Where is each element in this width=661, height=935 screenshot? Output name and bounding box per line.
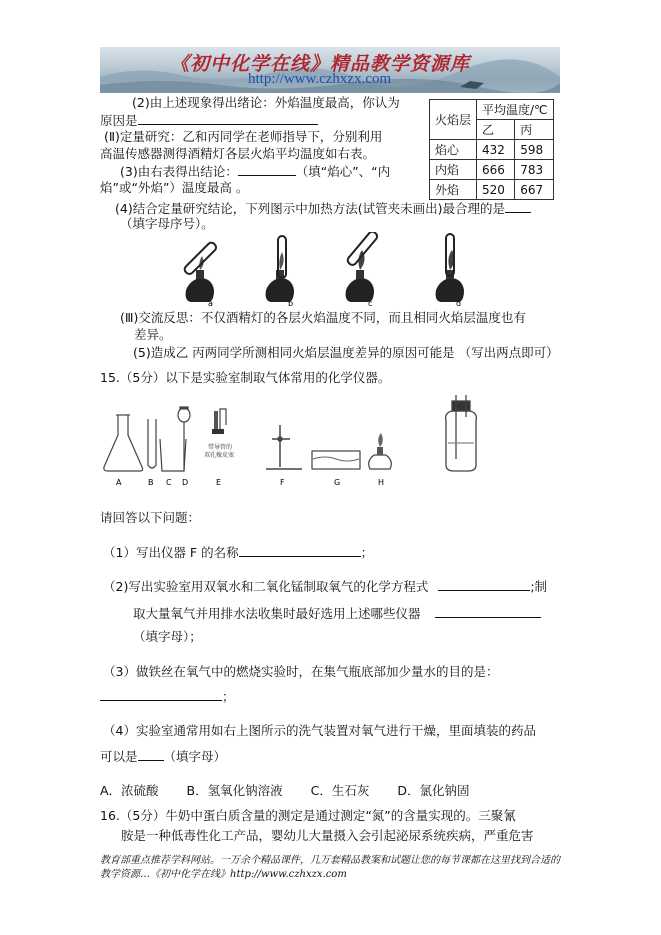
- table-cell-bing: 667: [515, 180, 553, 200]
- q14-line-3-c: 焰”或“外焰”）温度最高 。: [100, 180, 249, 195]
- q15-q1-end: ；: [360, 545, 374, 560]
- q15-q2-end: ;制: [530, 579, 548, 594]
- q15-q4-a: （4）实验室通常用如右上图所示的洗气装置对氧气进行干燥，里面填装的药品: [103, 723, 536, 738]
- table-cell-layer: 外焰: [430, 180, 477, 200]
- site-banner: [100, 47, 560, 93]
- q15-q2-b-label: 取大量氧气并用排水法收集时最好选用上述哪些仪器: [133, 606, 421, 621]
- q14-line-4-blank[interactable]: [505, 199, 531, 213]
- q15-q3-answer: [100, 687, 235, 705]
- instrument-label-G: G: [334, 478, 341, 487]
- q15-q2-b: [133, 604, 541, 622]
- q14-line-II-b: 高温传感器测得酒精灯各层火焰平均温度如右表。: [100, 146, 376, 161]
- q14-line-III-b: 差异。: [134, 327, 172, 342]
- heating-methods-figure: [180, 232, 480, 306]
- q15-q3: （3）做铁丝在氧气中的燃烧实验时，在集气瓶底部加少量水的目的是：: [103, 664, 499, 679]
- footer-line-2: 教学资源…《初中化学在线》http://www.czhxzx.com: [100, 869, 347, 880]
- q15-prompt: 请回答以下问题：: [100, 510, 201, 525]
- q15-q1: [103, 543, 373, 561]
- instrument-label-F: F: [280, 478, 285, 487]
- q16-line-1: 16.（5分）牛奶中蛋白质含量的测定是通过测定“氮”的含量实现的。三聚氰: [100, 808, 516, 823]
- banner-url[interactable]: http://www.czhxzx.com: [248, 71, 392, 87]
- q15-q4-b: [100, 747, 226, 765]
- q14-line-3-hint: （填“焰心”、“内: [295, 164, 391, 179]
- q15-q2-blank-instruments[interactable]: [435, 604, 541, 618]
- table-subheader-bing: 丙: [515, 120, 553, 140]
- q15-q1-blank[interactable]: [239, 543, 361, 557]
- q14-line-2: (2)由上述现象得出绪论：外焰温度最高，你认为: [132, 95, 400, 110]
- banner-title: 《初中化学在线》精品教学资源库: [170, 53, 471, 75]
- instrument-label-H: H: [378, 478, 385, 487]
- q15-q3-blank[interactable]: [100, 687, 222, 701]
- e-caption-1: 带导管的: [208, 444, 233, 451]
- table-header-row: [430, 100, 554, 120]
- heating-method-a-icon: [183, 241, 218, 302]
- instrument-label-D: D: [182, 478, 189, 487]
- table-cell-bing: 783: [515, 160, 553, 180]
- q14-line-3-label: (3)由右表得出结论：: [120, 164, 238, 179]
- image-label-c: c: [368, 299, 373, 306]
- q15-q4-hint: （填字母）: [163, 749, 227, 764]
- iron-stand-icon: [266, 425, 302, 469]
- q14-reason-line: [100, 111, 318, 129]
- table-cell-layer: 内焰: [430, 160, 477, 180]
- option-b[interactable]: B．氢氧化钠溶液: [186, 783, 283, 798]
- option-c[interactable]: C．生石灰: [310, 783, 370, 798]
- table-cell-yi: 666: [477, 160, 515, 180]
- heating-method-c-icon: [346, 232, 379, 302]
- table-row: [430, 160, 554, 180]
- q14-line-II: (Ⅱ)定量研究：乙和丙同学在老师指导下，分别利用: [104, 129, 383, 144]
- q15-q2-blank-equation[interactable]: [438, 577, 530, 591]
- q15-q1-label: （1）写出仪器 F 的名称: [103, 545, 239, 560]
- image-label-d: d: [456, 299, 462, 306]
- test-tube-icon: [148, 419, 156, 468]
- flame-temperature-table: [429, 99, 554, 200]
- instrument-label-A: A: [116, 478, 122, 487]
- separatory-funnel-icon: [178, 407, 190, 471]
- option-a[interactable]: A．浓硫酸: [100, 783, 159, 798]
- table-cell-yi: 520: [477, 180, 515, 200]
- q15-options: [100, 782, 540, 799]
- q14-reason-label: 原因是: [100, 113, 138, 128]
- alcohol-lamp-icon: [369, 433, 392, 469]
- q15-title: 15.（5分）以下是实验室制取气体常用的化学仪器。: [100, 370, 391, 385]
- q14-line-4-b: （填字母序号）。: [120, 216, 214, 231]
- q14-line-3: [120, 162, 390, 180]
- table-cell-bing: 598: [515, 140, 553, 160]
- q14-line-4-label: (4)结合定量研究结论，下列图示中加热方法(试管夹未画出)最合理的是: [115, 201, 505, 216]
- table-subheader-yi: 乙: [477, 120, 515, 140]
- table-cell-yi: 432: [477, 140, 515, 160]
- heating-method-d-icon: [436, 234, 464, 302]
- footer-line-1: 教育部重点推荐学科网站。一万余个精品课件，几万套精品教案和试题让您的每节课都在这里找到合适的: [100, 855, 560, 866]
- q15-q2: [103, 577, 547, 595]
- q15-q4-blank[interactable]: [138, 747, 164, 761]
- q15-q2-c: （填字母）；: [133, 629, 202, 644]
- table-row: [430, 140, 554, 160]
- beaker-icon: [160, 439, 186, 471]
- q14-line-3-blank[interactable]: [238, 162, 296, 176]
- q15-q3-end: ；: [222, 689, 235, 704]
- image-label-b: b: [288, 299, 294, 306]
- table-row: [430, 180, 554, 200]
- e-caption-2: 双孔橡皮塞: [204, 452, 235, 459]
- q14-line-5: (5)造成乙 丙两同学所测相同火焰层温度差异的原因可能是 （写出两点即可）: [133, 345, 559, 360]
- image-label-a: a: [208, 299, 213, 306]
- instrument-label-E: E: [216, 478, 222, 487]
- table-header-layer: 火焰层: [430, 100, 477, 140]
- option-d[interactable]: D．氯化钠固: [397, 783, 470, 798]
- q16-line-2: 胺是一种低毒性化工产品，婴幼儿大量摄入会引起泌尿系统疾病，严重危害: [121, 828, 534, 843]
- heating-method-b-icon: [266, 236, 294, 302]
- water-trough-icon: [312, 451, 360, 469]
- instrument-label-C: C: [166, 478, 172, 487]
- q15-q4-b-label: 可以是: [100, 749, 138, 764]
- stopper-with-tube-icon: [212, 409, 226, 434]
- table-cell-layer: 焰心: [430, 140, 477, 160]
- q15-q2-label: （2)写出实验室用双氧水和二氧化锰制取氧气的化学方程式: [103, 579, 429, 594]
- conical-flask-icon: [104, 415, 143, 471]
- q14-reason-blank[interactable]: [138, 111, 318, 125]
- instrument-label-B: B: [148, 478, 154, 487]
- q14-line-III: (Ⅲ)交流反思：不仅酒精灯的各层火焰温度不同，而且相同火焰层温度也有: [120, 310, 526, 325]
- lab-instruments-figure: [100, 395, 500, 490]
- table-header-temp: 平均温度/℃: [477, 100, 554, 120]
- gas-washing-bottle-icon: [446, 395, 477, 471]
